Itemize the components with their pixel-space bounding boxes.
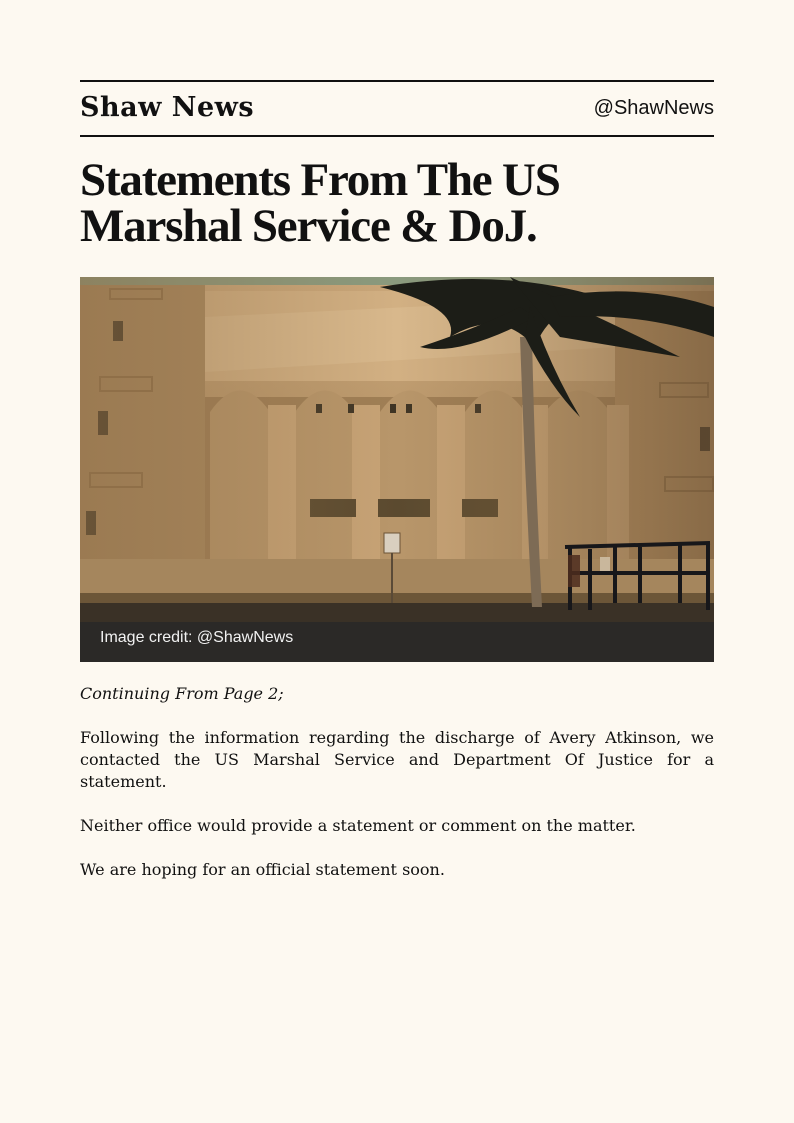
image-credit: Image credit: @ShawNews — [100, 629, 294, 646]
brand-logo: Shaw News — [80, 92, 255, 123]
headline-line-1: Statements From The US — [80, 154, 560, 206]
paragraph: Neither office would provide a statement or comment on the matter. — [80, 816, 636, 835]
masthead-bottom-rule — [80, 135, 714, 137]
courthouse-illustration — [80, 277, 714, 662]
article-photo — [80, 277, 714, 662]
headline-line-2: Marshal Service & DoJ. — [80, 200, 537, 252]
article-body — [80, 683, 714, 903]
paragraph: We are hoping for an official statement soon. — [80, 860, 445, 879]
masthead-top-rule — [80, 80, 714, 82]
social-handle: @ShawNews — [593, 97, 714, 119]
article-headline — [80, 154, 720, 252]
continuation-note: Continuing From Page 2; — [80, 684, 284, 703]
paragraph: Following the information regarding the discharge of Avery Atkinson, we contacted the US Marshal Service and Department Of Justice for a statement. — [80, 728, 714, 791]
